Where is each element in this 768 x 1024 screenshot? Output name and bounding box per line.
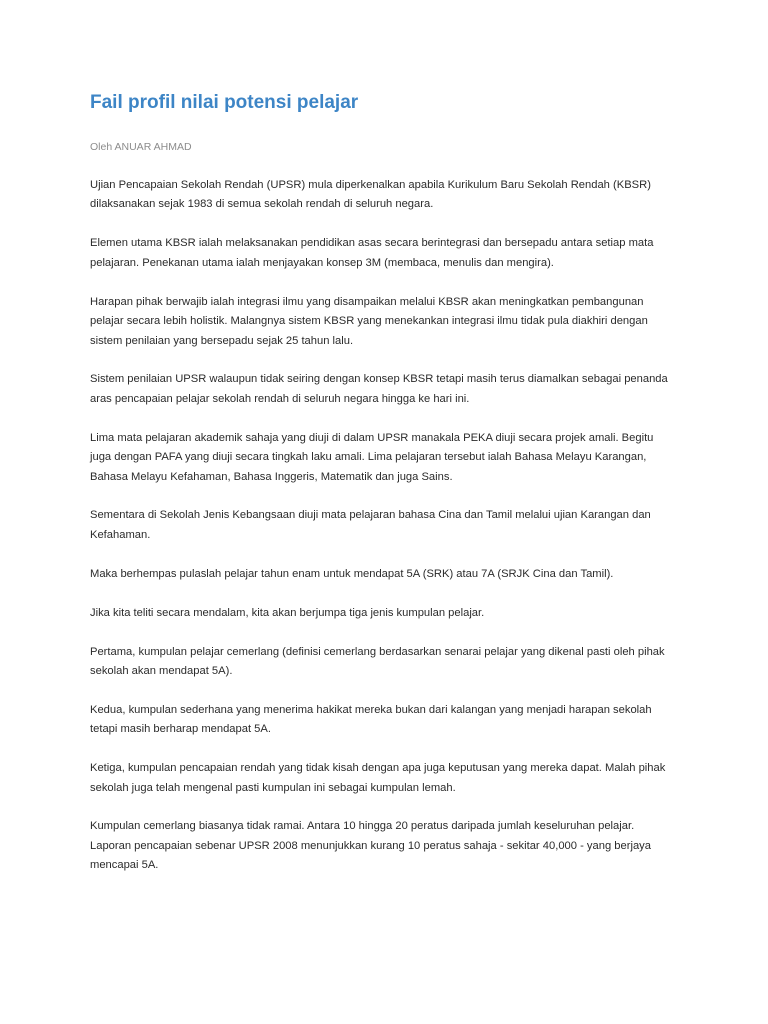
paragraph-line: dilaksanakan sejak 1983 di semua sekolah rendah di seluruh negara. xyxy=(90,198,434,211)
paragraph xyxy=(90,506,710,545)
paragraph xyxy=(90,701,710,740)
paragraph-line: Sistem penilaian UPSR walaupun tidak seiring dengan konsep KBSR tetapi masih terus diamalkan sebagai penanda xyxy=(90,373,668,386)
paragraph xyxy=(90,176,710,215)
paragraph-line: Lima mata pelajaran akademik sahaja yang diuji di dalam UPSR manakala PEKA diuji secara projek amali. Begitu xyxy=(90,431,654,444)
paragraph-line: sistem penilaian yang bersepadu sejak 25 tahun lalu. xyxy=(90,334,354,347)
paragraph xyxy=(90,234,710,273)
paragraph-line: Bahasa Melayu Kefahaman, Bahasa Inggeris, Matematik dan juga Sains. xyxy=(90,470,453,483)
paragraph xyxy=(90,759,710,798)
paragraph-line: Kumpulan cemerlang biasanya tidak ramai. Antara 10 hingga 20 peratus daripada jumlah keseluruhan pelajar. xyxy=(90,820,635,833)
paragraph-line: sekolah juga telah mengenal pasti kumpulan ini sebagai kumpulan lemah. xyxy=(90,781,456,794)
paragraph xyxy=(90,565,710,584)
paragraph xyxy=(90,604,710,623)
paragraph-line: Ujian Pencapaian Sekolah Rendah (UPSR) mula diperkenalkan apabila Kurikulum Baru Sekolah Rendah (KBSR) xyxy=(90,179,651,191)
paragraph-line: Elemen utama KBSR ialah melaksanakan pendidikan asas secara berintegrasi dan bersepadu antara setiap mata xyxy=(90,237,654,250)
paragraph-line: aras pencapaian pelajar sekolah rendah di seluruh negara hingga ke hari ini. xyxy=(90,392,470,405)
article-body xyxy=(90,176,710,895)
article-title: Fail profil nilai potensi pelajar xyxy=(90,92,359,113)
paragraph-line: Kefahaman. xyxy=(90,528,151,541)
paragraph xyxy=(90,293,710,351)
paragraph-line: mencapai 5A. xyxy=(90,859,159,872)
paragraph xyxy=(90,370,710,409)
paragraph-line: tetapi masih berharap mendapat 5A. xyxy=(90,723,271,736)
paragraph xyxy=(90,429,710,487)
paragraph-line: Kedua, kumpulan sederhana yang menerima hakikat mereka bukan dari kalangan yang menjadi harapan sekolah xyxy=(90,703,652,716)
paragraph-line: Pertama, kumpulan pelajar cemerlang (definisi cemerlang berdasarkan senarai pelajar yang dikenal pasti oleh pihak xyxy=(90,645,665,658)
paragraph-line: pelajar secara lebih holistik. Malangnya sistem KBSR yang menekankan integrasi ilmu tidak pula diakhiri dengan xyxy=(90,315,648,328)
paragraph xyxy=(90,643,710,682)
paragraph-line: Jika kita teliti secara mendalam, kita akan berjumpa tiga jenis kumpulan pelajar. xyxy=(90,606,485,619)
article-byline: Oleh ANUAR AHMAD xyxy=(90,141,192,153)
paragraph-line: sekolah akan mendapat 5A). xyxy=(90,664,233,677)
paragraph-line: Maka berhempas pulaslah pelajar tahun enam untuk mendapat 5A (SRK) atau 7A (SRJK Cina dan Tamil). xyxy=(90,567,614,580)
paragraph-line: Sementara di Sekolah Jenis Kebangsaan diuji mata pelajaran bahasa Cina dan Tamil melalui ujian Karangan dan xyxy=(90,509,651,522)
paragraph-line: pelajaran. Penekanan utama ialah menjayakan konsep 3M (membaca, menulis dan mengira). xyxy=(90,256,554,269)
paragraph xyxy=(90,817,710,875)
paragraph-line: Laporan pencapaian sebenar UPSR 2008 menunjukkan kurang 10 peratus sahaja - sekitar 40,000 - yang berjaya xyxy=(90,839,651,852)
paragraph-line: Ketiga, kumpulan pencapaian rendah yang tidak kisah dengan apa juga keputusan yang mereka dapat. Malah pihak xyxy=(90,762,666,775)
paragraph-line: Harapan pihak berwajib ialah integrasi ilmu yang disampaikan melalui KBSR akan meningkatkan pembangunan xyxy=(90,295,644,308)
paragraph-line: juga dengan PAFA yang diuji secara tingkah laku amali. Lima pelajaran tersebut ialah Bahasa Melayu Karangan, xyxy=(90,451,647,464)
